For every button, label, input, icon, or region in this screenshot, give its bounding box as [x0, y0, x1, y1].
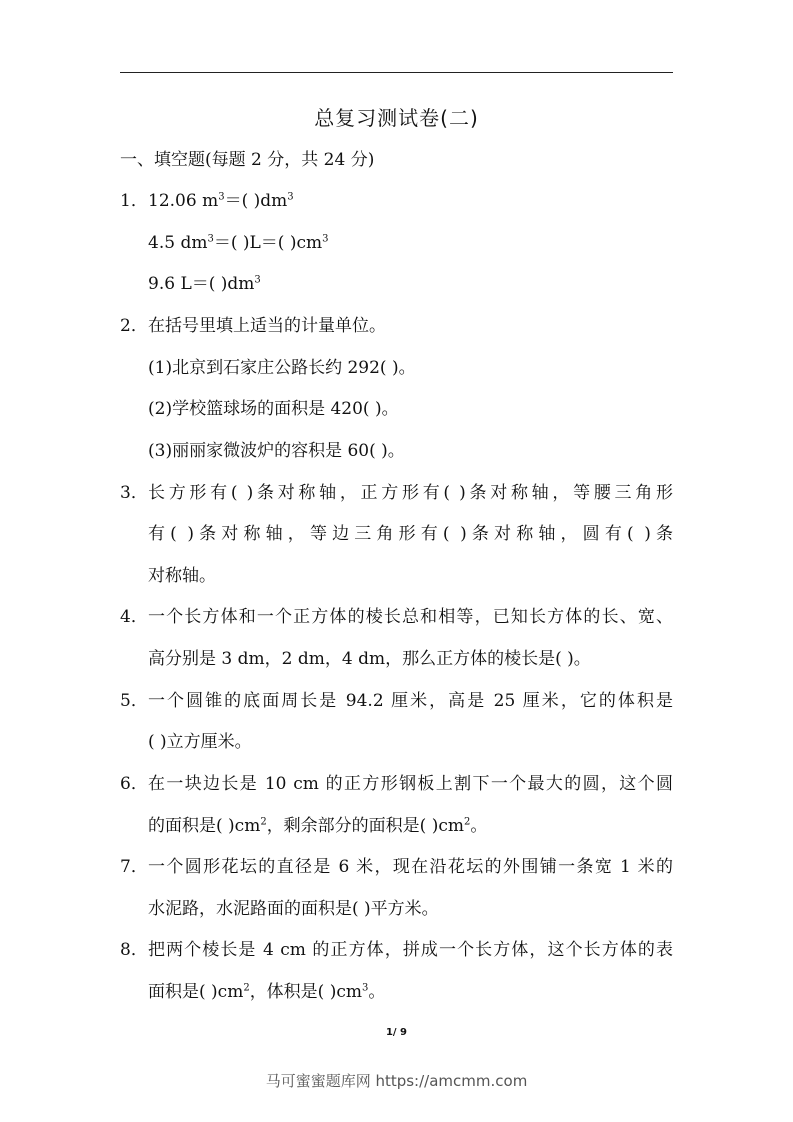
q8-line-2: 面积是( )$cm^2$，体积是( )$cm^3$。 — [148, 982, 386, 1002]
q7-line-2: 水泥路，水泥路面的面积是( )平方米。 — [148, 899, 439, 919]
page-number: 1/ 9 — [385, 1027, 408, 1038]
q3-line-1: 长方形有( )条对称轴，正方形有( )条对称轴，等腰三角形 — [148, 483, 673, 503]
q5-number: 5． — [120, 691, 148, 711]
q5-line-2: ( )立方厘米。 — [148, 732, 252, 752]
q2-number: 2． — [120, 316, 148, 336]
section-heading: 一、填空题(每题 2 分，共 24 分) — [120, 150, 375, 170]
q8-line-1: 把两个棱长是 4 cm 的正方体，拼成一个长方体，这个长方体的表 — [148, 940, 673, 960]
header-rule — [120, 72, 673, 73]
q1-line-3: 9.6 L＝( )$dm^3$ — [148, 274, 261, 294]
q3-number: 3． — [120, 483, 148, 503]
q1-line-2: 4.5 $dm^3=$( )L＝( )$cm^3$ — [148, 233, 329, 253]
q8-number: 8． — [120, 940, 148, 960]
page-title: 总复习测试卷(二) — [314, 106, 479, 130]
q2-item-3: (3)丽丽家微波炉的容积是 60( )。 — [148, 441, 405, 461]
q3-line-3: 对称轴。 — [148, 566, 216, 586]
q7-line-1: 一个圆形花坛的直径是 6 米，现在沿花坛的外围铺一条宽 1 米的 — [148, 857, 673, 877]
q6-line-1: 在一块边长是 10 cm 的正方形钢板上割下一个最大的圆，这个圆 — [148, 774, 673, 794]
q1-line-1: 12.06 $m^3=$( )$dm^3$ — [148, 191, 294, 211]
q4-line-1: 一个长方体和一个正方体的棱长总和相等，已知长方体的长、宽、 — [148, 607, 673, 627]
q5-line-1: 一个圆锥的底面周长是 94.2 厘米，高是 25 厘米，它的体积是 — [148, 691, 673, 711]
q4-number: 4． — [120, 607, 148, 627]
q6-line-2: 的面积是( )$cm^2$，剩余部分的面积是( )$cm^2$。 — [148, 816, 488, 836]
q2-stem: 在括号里填上适当的计量单位。 — [148, 316, 386, 336]
footer-watermark: 马可蜜蜜题库网 https://amcmm.com — [265, 1072, 528, 1090]
q6-number: 6． — [120, 774, 148, 794]
q3-line-2: 有( )条对称轴，等边三角形有( )条对称轴，圆有( )条 — [148, 524, 673, 544]
q7-number: 7． — [120, 857, 148, 877]
q2-item-2: (2)学校篮球场的面积是 420( )。 — [148, 399, 399, 419]
q2-item-1: (1)北京到石家庄公路长约 292( )。 — [148, 358, 416, 378]
q1-number: 1． — [120, 191, 148, 211]
q4-line-2: 高分别是 3 dm，2 dm，4 dm，那么正方体的棱长是( )。 — [148, 649, 591, 669]
